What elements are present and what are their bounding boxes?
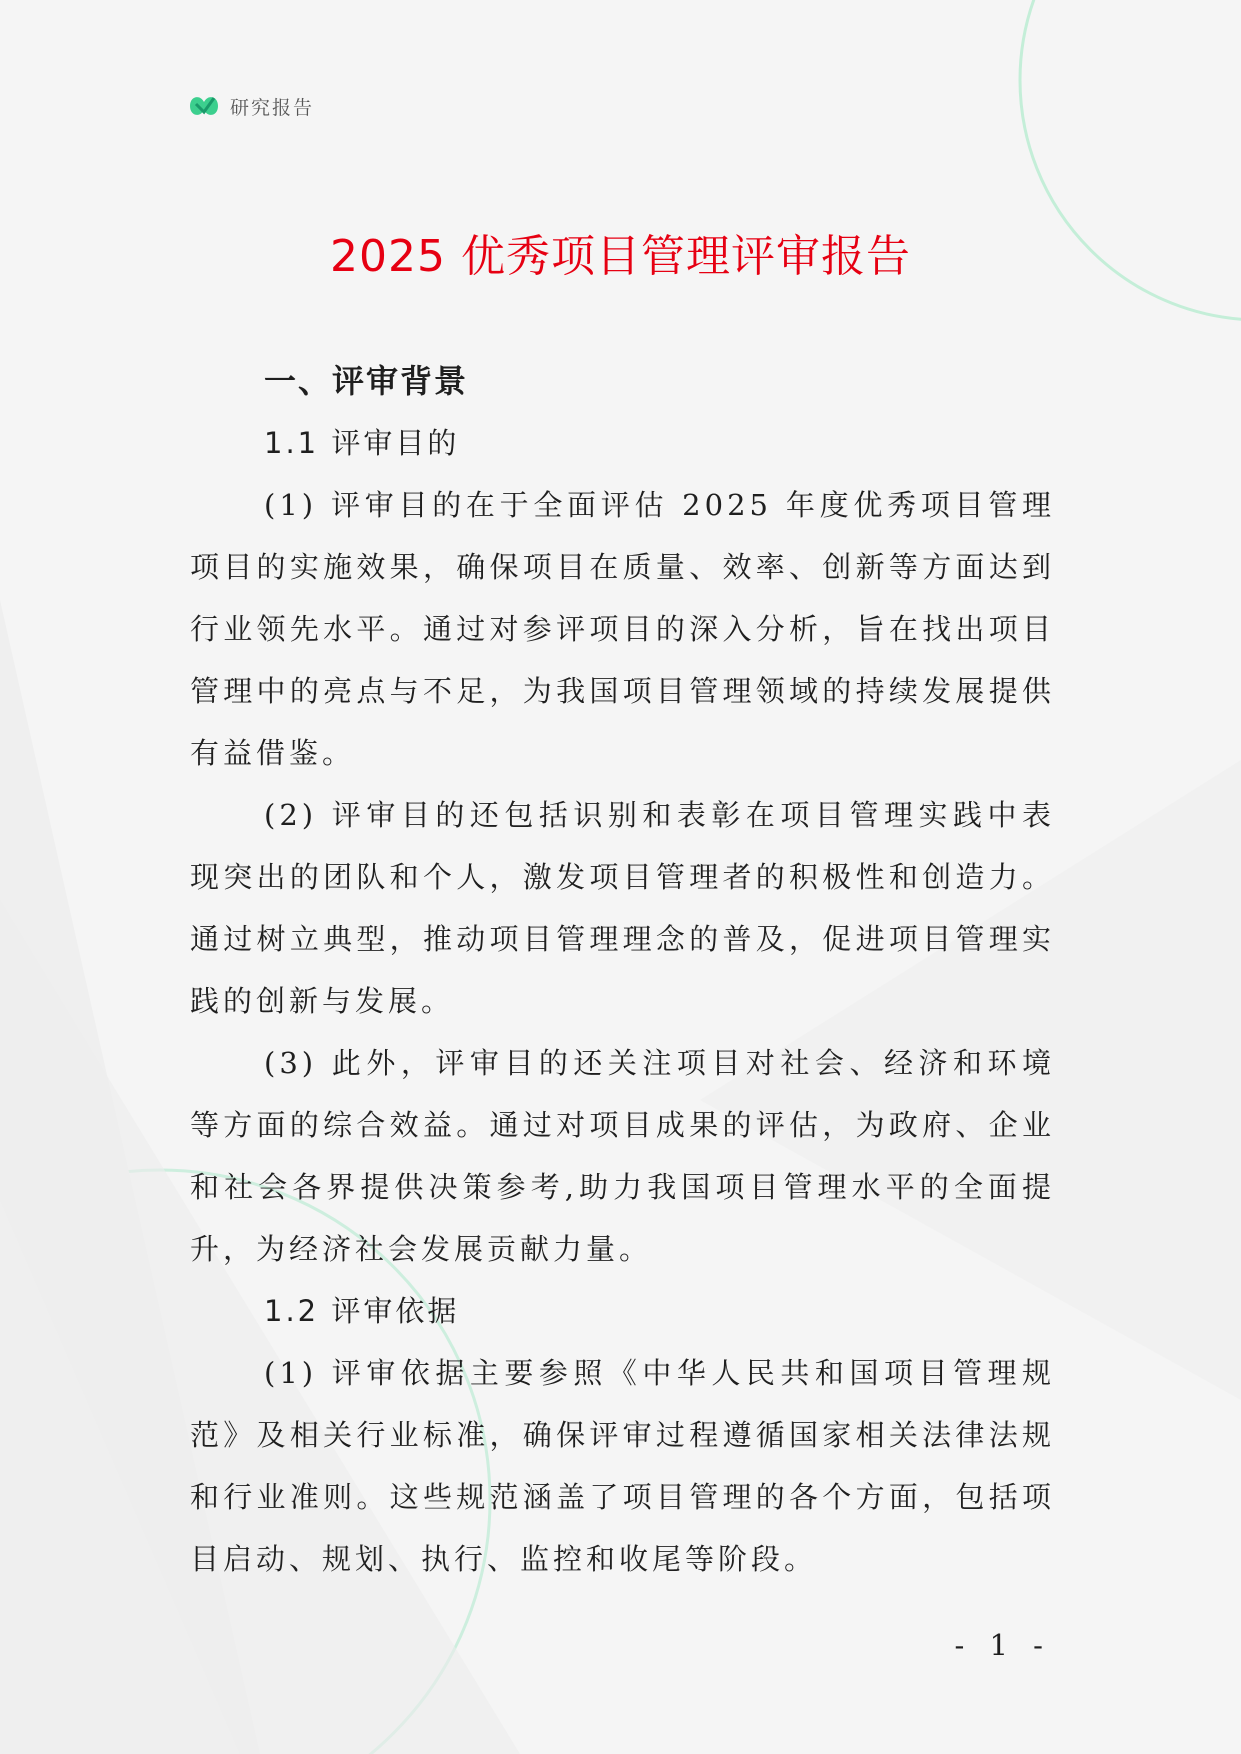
page-number: - 1 - <box>954 1628 1051 1662</box>
document-title: 2025 优秀项目管理评审报告 <box>330 231 911 282</box>
document-body <box>190 350 1055 1590</box>
paragraph: (1) 评审依据主要参照《中华人民共和国项目管理规范》及相关行业标准，确保评审过程遵循国家相关法律法规和行业准则。这些规范涵盖了项目管理的各个方面，包括项目启动、规划、执行、监控和收尾等阶段。 <box>190 1356 1055 1576</box>
subsection-heading: 1.2 评审依据 <box>264 1294 460 1328</box>
header-label: 研究报告 <box>230 96 315 119</box>
paragraph: (2) 评审目的还包括识别和表彰在项目管理实践中表现突出的团队和个人，激发项目管理者的积极性和创造力。通过树立典型，推动项目管理理念的普及，促进项目管理实践的创新与发展。 <box>190 798 1055 1018</box>
leaf-logo-icon <box>186 90 222 122</box>
paragraph: (1) 评审目的在于全面评估 2025 年度优秀项目管理项目的实施效果，确保项目在质量、效率、创新等方面达到行业领先水平。通过对参评项目的深入分析，旨在找出项目管理中的亮点与不足，为我国项目管理领域的持续发展提供有益借鉴。 <box>190 488 1055 770</box>
report-header <box>186 90 314 122</box>
paragraph: (3) 此外，评审目的还关注项目对社会、经济和环境等方面的综合效益。通过对项目成果的评估，为政府、企业和社会各界提供决策参考,助力我国项目管理水平的全面提升，为经济社会发展贡献力量。 <box>190 1046 1055 1266</box>
section-heading: 一、评审背景 <box>264 362 469 400</box>
subsection-heading: 1.1 评审目的 <box>264 426 460 460</box>
